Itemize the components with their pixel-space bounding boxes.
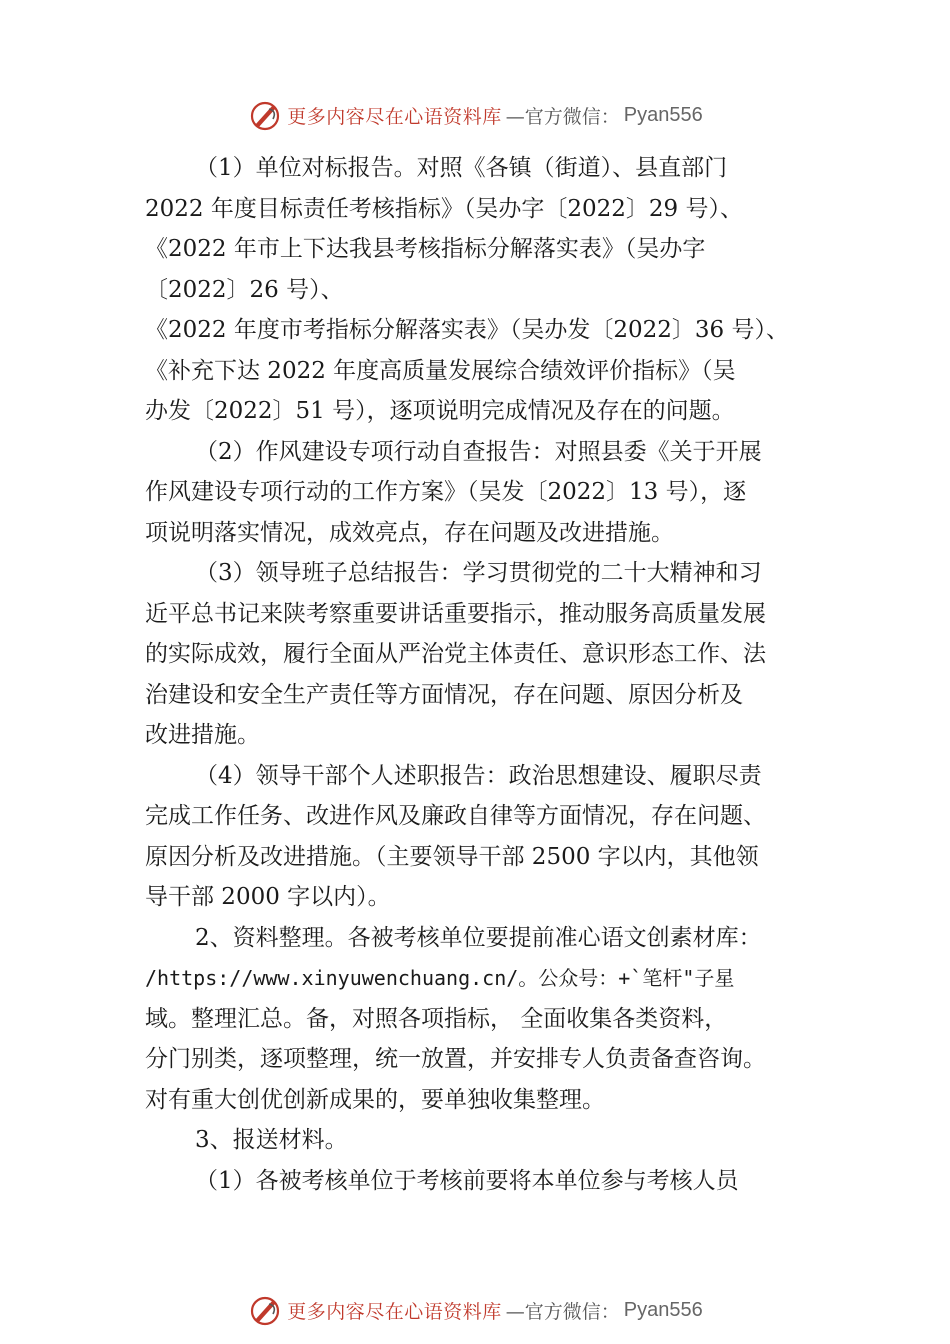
text-line: （1）单位对标报告。对照《各镇（街道）、县直部门 (195, 155, 728, 181)
pen-logo-icon (247, 97, 283, 133)
text-line: 《2022 年度市考指标分解落实表》（吴办发〔2022〕36 号）、 (145, 317, 789, 343)
text-line: 〔2022〕26 号）、 (145, 276, 344, 303)
text-line: （3）领导班子总结报告：学习贯彻党的二十大精神和习 (195, 560, 762, 586)
text-line: （1）各被考核单位于考核前要将本单位参与考核人员 (195, 1167, 739, 1194)
text-line: 《2022 年市上下达我县考核指标分解落实表》（吴办字 (145, 236, 706, 262)
text-line: （2）作风建设专项行动自查报告：对照县委《关于开展 (195, 438, 762, 465)
footer-watermark (0, 1290, 950, 1330)
text-line: 完成工作任务、改进作风及廉政自律等方面情况，存在问题、 (145, 803, 766, 829)
header-watermark (0, 95, 950, 135)
text-line: 3、报送材料。 (195, 1127, 348, 1153)
watermark-wechat-id: Pyan556 (623, 1298, 703, 1321)
watermark-title: 更多内容尽在心语资料库 (287, 105, 502, 128)
text-line: 域。整理汇总。备，对照各项指标， 全面收集各类资料， (145, 1005, 728, 1032)
text-line: 分门别类，逐项整理，统一放置，并安排专人负责备查咨询。 (145, 1046, 766, 1072)
text-line: 的实际成效，履行全面从严治党主体责任、意识形态工作、法 (145, 641, 766, 667)
text-line: 对有重大创优创新成果的，要单独收集整理。 (145, 1086, 605, 1113)
text-line: 办发〔2022〕51 号），逐项说明完成情况及存在的问题。 (145, 398, 735, 424)
text-line: 近平总书记来陕考察重要讲话重要指示，推动服务高质量发展 (145, 600, 766, 627)
text-line: 原因分析及改进措施。（主要领导干部 2500 字以内，其他领 (145, 843, 759, 870)
text-line: 改进措施。 (145, 722, 260, 748)
text-line: 2、资料整理。各被考核单位要提前准心语文创素材库： (195, 924, 762, 951)
paragraph-submit-item-1 (145, 1161, 835, 1202)
paragraph-submit-materials (145, 1120, 835, 1161)
watermark-wechat-label: —官方微信： (505, 1300, 620, 1323)
text-line: （4）领导干部个人述职报告：政治思想建设、履职尽责 (195, 762, 762, 789)
paragraph-leadership-summary (145, 553, 835, 756)
document-body (145, 148, 835, 1201)
paragraph-material-organizing (145, 918, 835, 1121)
pen-logo-icon (247, 1292, 283, 1328)
text-line: 导干部 2000 字以内）。 (145, 884, 391, 910)
text-line: 作风建设专项行动的工作方案》（吴发〔2022〕13 号），逐 (145, 479, 747, 505)
paragraph-unit-benchmark-report (145, 148, 835, 432)
text-line: 《补充下达 2022 年度高质量发展综合绩效评价指标》（吴 (145, 357, 736, 384)
watermark-title: 更多内容尽在心语资料库 (287, 1300, 502, 1323)
paragraph-personal-report (145, 756, 835, 918)
text-line-url: /https://www.xinyuwenchuang.cn/。公众号：+`笔杆"子星 (145, 966, 735, 990)
text-line: 2022 年度目标责任考核指标》（吴办字〔2022〕29 号）、 (145, 195, 743, 222)
paragraph-work-style-report (145, 432, 835, 554)
watermark-wechat-label: —官方微信： (505, 105, 620, 128)
text-line: 治建设和安全生产责任等方面情况，存在问题、原因分析及 (145, 681, 743, 708)
watermark-wechat-id: Pyan556 (623, 103, 703, 126)
text-line: 项说明落实情况，成效亮点，存在问题及改进措施。 (145, 519, 674, 546)
